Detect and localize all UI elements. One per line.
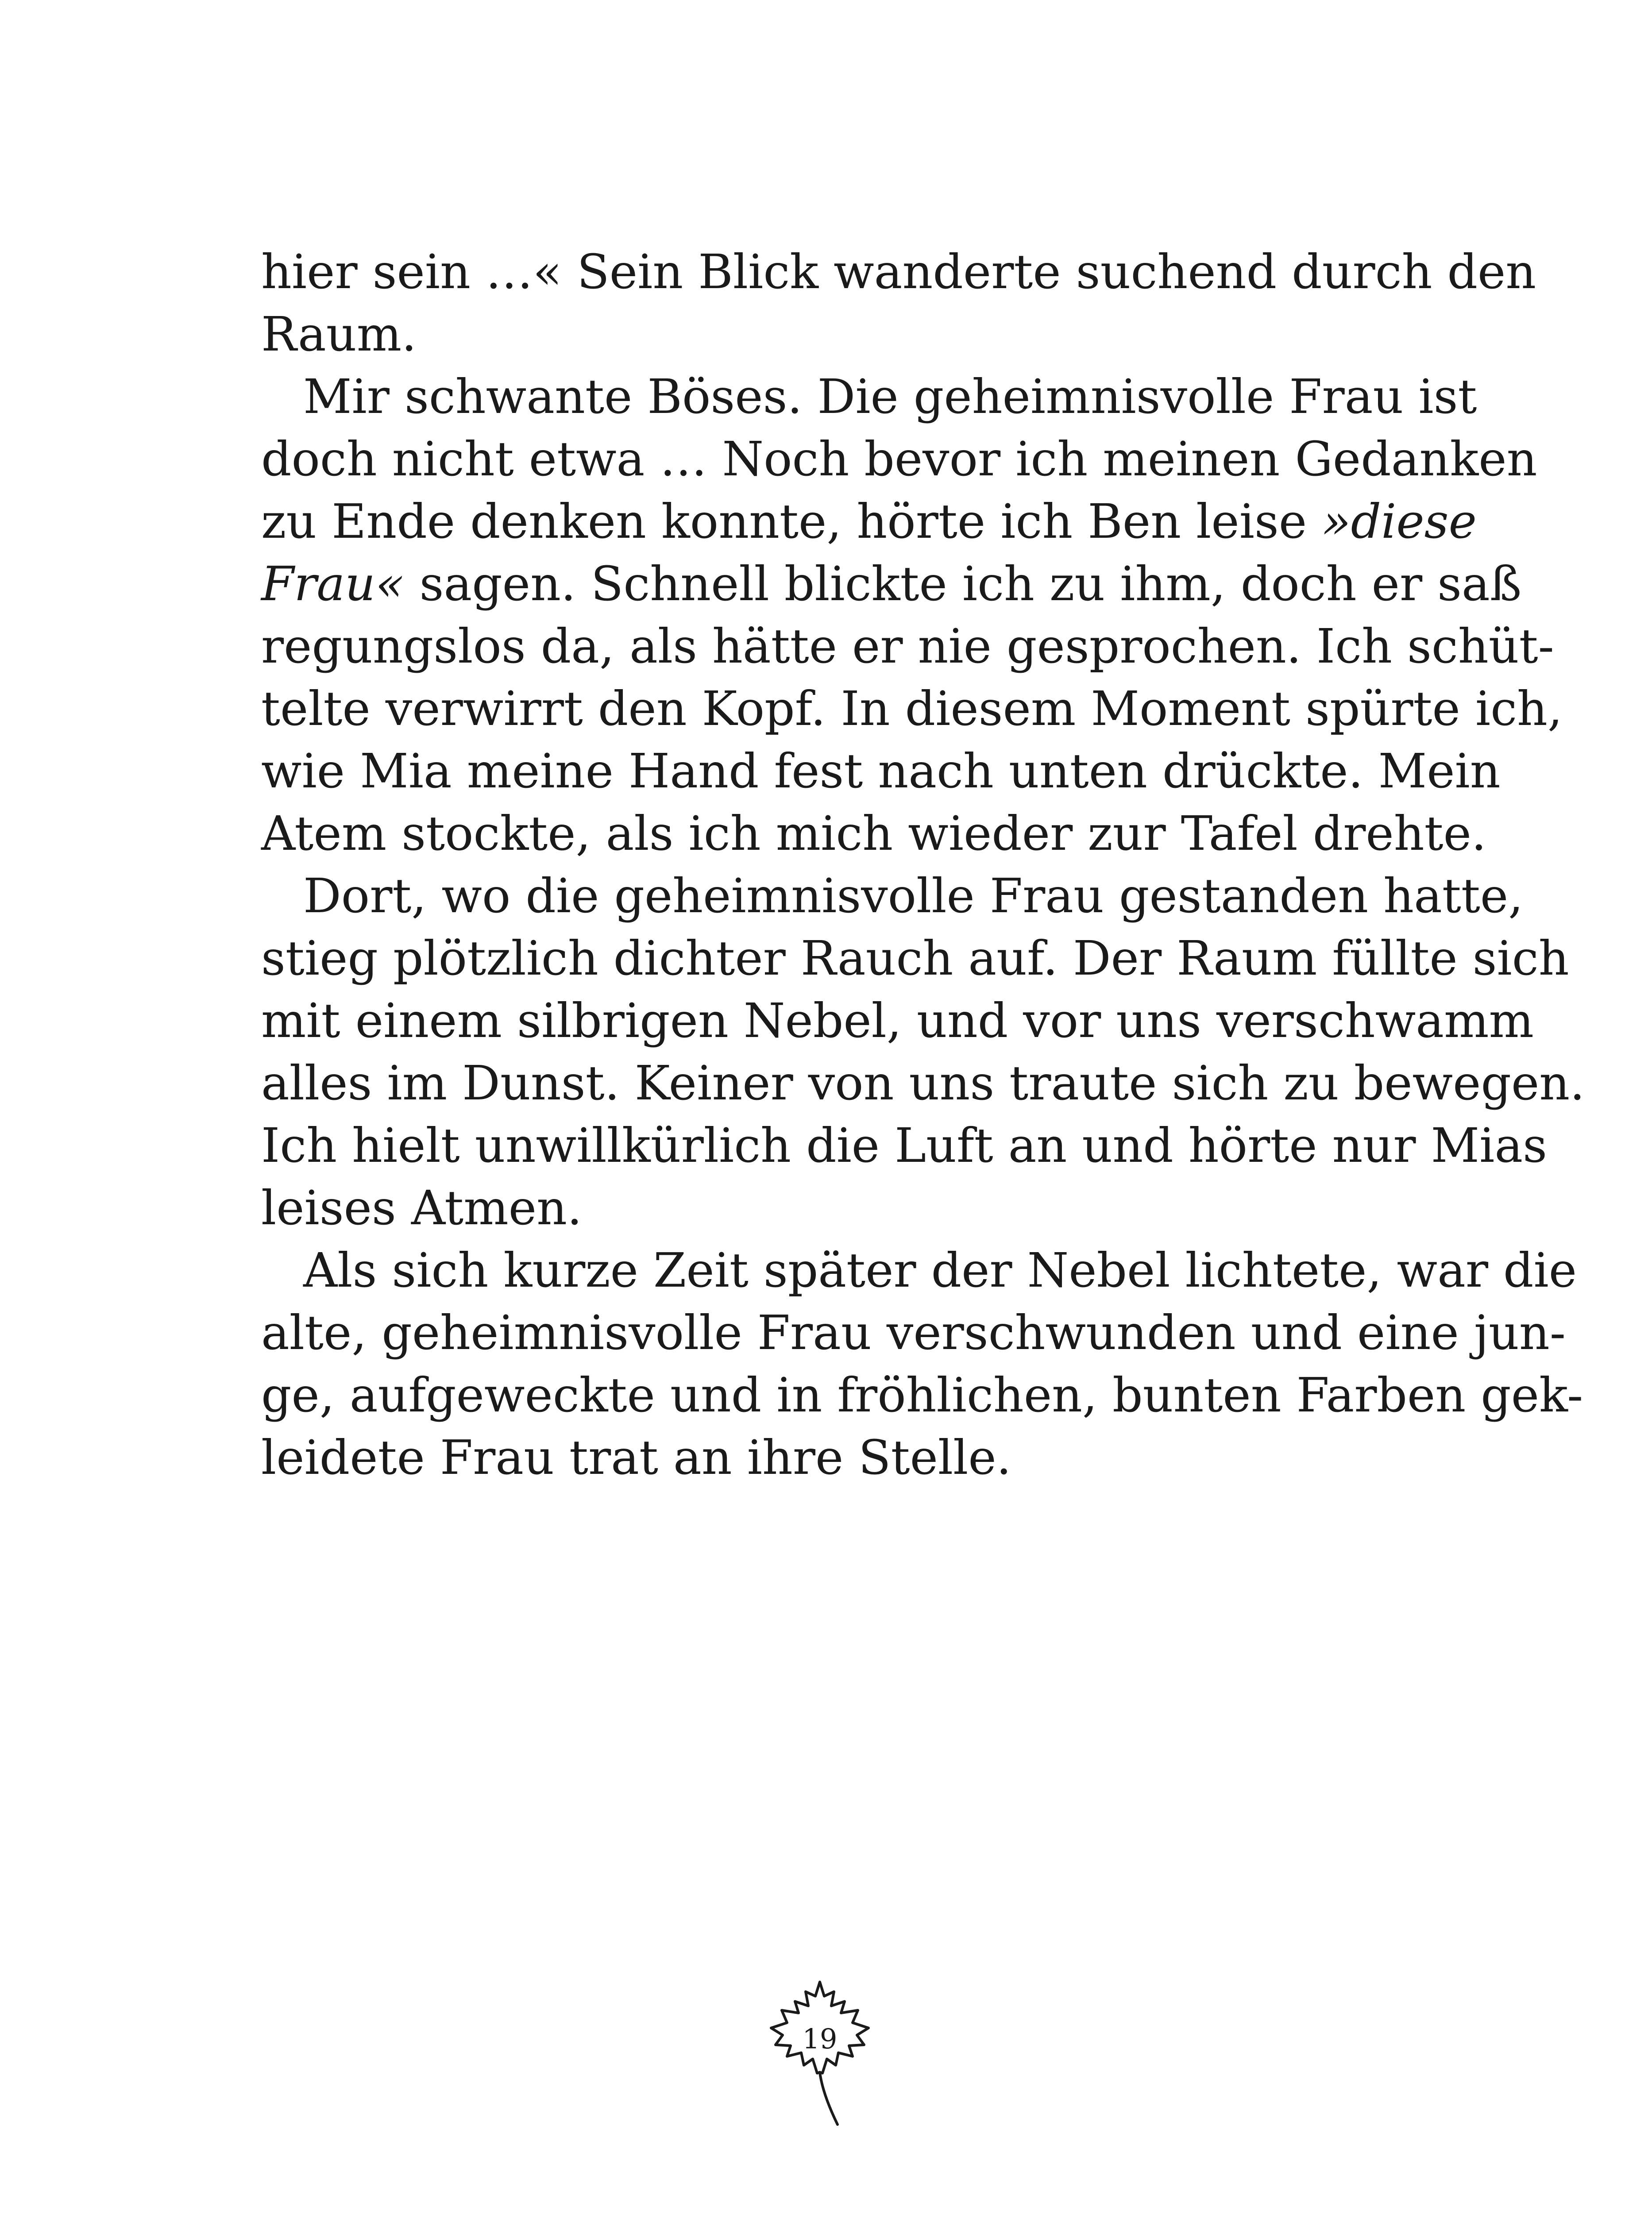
text-line: alte, geheimnisvolle Frau verschwunden und eine jun- (261, 1306, 1566, 1361)
text-line: Als sich kurze Zeit später der Nebel lichtete, war die (303, 1243, 1577, 1298)
text-run: zu Ende denken konnte, hörte ich Ben leise (261, 494, 1322, 549)
text-line (261, 491, 1477, 553)
text-line: Atem stockte, als ich mich wieder zur Tafel drehte. (261, 806, 1486, 861)
italic-quote: Frau« (261, 557, 405, 612)
text-run: sagen. Schnell blickte ich zu ihm, doch er saß (404, 557, 1522, 612)
page-number-ornament (758, 1978, 882, 2138)
text-line: Raum. (261, 307, 417, 362)
text-line: ge, aufgeweckte und in fröhlichen, bunten Farben gek- (261, 1368, 1583, 1423)
text-line: Mir schwante Böses. Die geheimnisvolle Frau ist (303, 370, 1477, 424)
italic-quote: »diese (1322, 494, 1477, 549)
text-line (261, 553, 1522, 616)
body-text (261, 241, 1585, 1489)
text-line: hier sein …« Sein Blick wanderte suchend durch den (261, 245, 1536, 300)
text-line: leidete Frau trat an ihre Stelle. (261, 1430, 1011, 1485)
text-line: doch nicht etwa … Noch bevor ich meinen Gedanken (261, 432, 1537, 487)
maple-leaf-icon (758, 1978, 882, 2138)
text-line: leises Atmen. (261, 1181, 583, 1236)
text-line: telte verwirrt den Kopf. In diesem Moment spürte ich, (261, 682, 1563, 736)
text-line: wie Mia meine Hand fest nach unten drückte. Mein (261, 744, 1501, 799)
text-line: Dort, wo die geheimnisvolle Frau gestanden hatte, (303, 869, 1524, 924)
text-line: Ich hielt unwillkürlich die Luft an und hörte nur Mias (261, 1118, 1548, 1173)
text-line: alles im Dunst. Keiner von uns traute sich zu bewegen. (261, 1056, 1585, 1111)
text-line: regungslos da, als hätte er nie gesprochen. Ich schüt- (261, 619, 1554, 674)
page-number: 19 (802, 2023, 838, 2055)
text-line: mit einem silbrigen Nebel, und vor uns verschwamm (261, 994, 1534, 1049)
text-line: stieg plötzlich dichter Rauch auf. Der Raum füllte sich (261, 931, 1569, 986)
